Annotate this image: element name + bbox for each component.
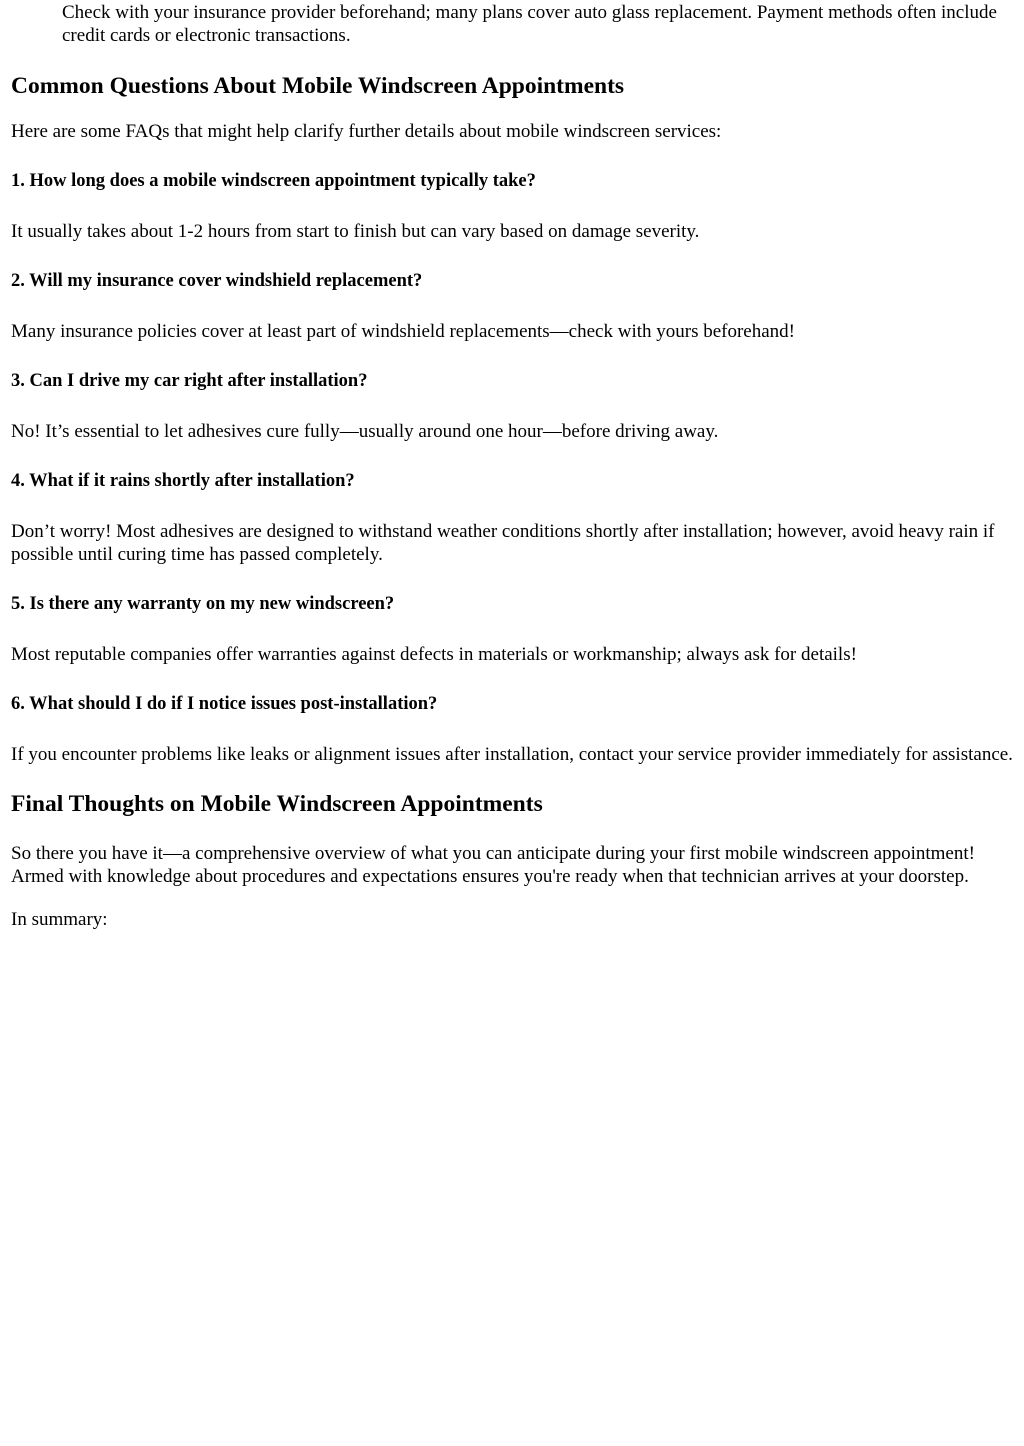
faq-question-4: 4. What if it rains shortly after installation?	[11, 471, 355, 491]
final-thoughts-paragraph: So there you have it—a comprehensive overview of what you can anticipate during your first mobile windscreen appointment! Armed with knowledge about procedures and expectations ensures you're ready when that technician arrives at your doorstep.	[11, 843, 975, 887]
faq-answer-5: Most reputable companies offer warranties against defects in materials or workmanship; always ask for details!	[11, 644, 857, 665]
common-questions-heading: Common Questions About Mobile Windscreen Appointments	[11, 73, 625, 99]
faq-intro-paragraph: Here are some FAQs that might help clarify further details about mobile windscreen services:	[11, 121, 722, 142]
summary-lead: In summary:	[11, 909, 108, 930]
faq-question-2: 2. Will my insurance cover windshield replacement?	[11, 271, 423, 291]
faq-question-3: 3. Can I drive my car right after installation?	[11, 371, 368, 391]
faq-question-1: 1. How long does a mobile windscreen appointment typically take?	[11, 171, 536, 191]
faq-answer-6: If you encounter problems like leaks or alignment issues after installation, contact your service provider immediately for assistance.	[11, 744, 1013, 765]
faq-question-6: 6. What should I do if I notice issues post-installation?	[11, 694, 438, 714]
faq-answer-2: Many insurance policies cover at least part of windshield replacements—check with yours beforehand!	[11, 321, 796, 342]
faq-answer-1: It usually takes about 1-2 hours from start to finish but can vary based on damage severity.	[11, 221, 700, 242]
faq-answer-4: Don’t worry! Most adhesives are designed to withstand weather conditions shortly after installation; however, avoid heavy rain if possible until curing time has passed completely.	[11, 521, 995, 565]
faq-answer-3: No! It’s essential to let adhesives cure fully—usually around one hour—before driving away.	[11, 421, 719, 442]
final-thoughts-heading: Final Thoughts on Mobile Windscreen Appointments	[11, 791, 543, 817]
faq-question-5: 5. Is there any warranty on my new windscreen?	[11, 594, 395, 614]
insurance-payment-paragraph: Check with your insurance provider beforehand; many plans cover auto glass replacement. Payment methods often include credit cards or electronic transactions.	[62, 2, 997, 46]
